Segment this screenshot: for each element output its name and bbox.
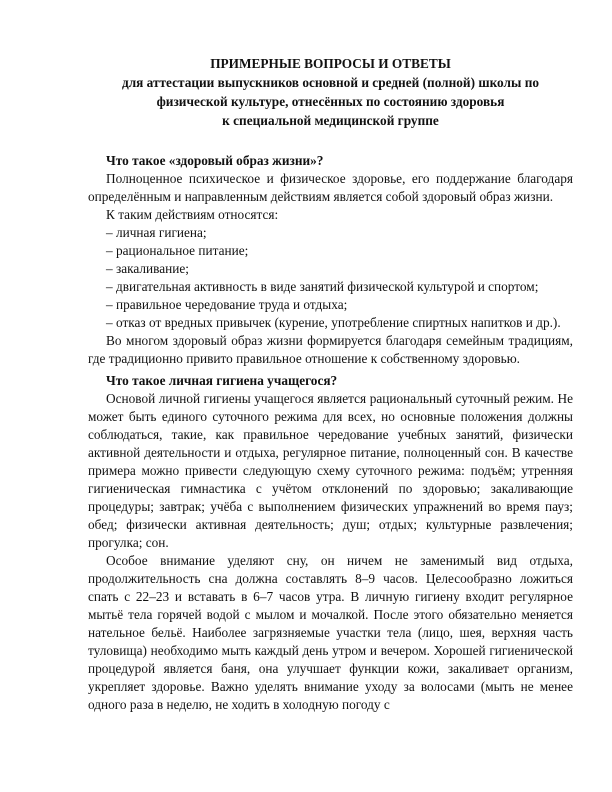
actions-list-lead: К таким действиям относятся: <box>106 207 279 222</box>
list-item: – закаливание; <box>106 261 189 276</box>
list-item: – правильное чередование труда и отдыха; <box>106 297 348 312</box>
document-title: ПРИМЕРНЫЕ ВОПРОСЫ И ОТВЕТЫ <box>210 56 451 71</box>
document-subtitle-line-3: к специальной медицинской группе <box>222 113 439 128</box>
list-item: – личная гигиена; <box>106 225 207 240</box>
list-item: – отказ от вредных привычек (курение, употребление спиртных напитков и др.). <box>106 315 561 330</box>
answer-personal-hygiene-para-2: Особое внимание уделяют сну, он ничем не заменимый вид отдыха, продолжительность сна должна составлять 8–9 часов. Целесообразно ложиться спать с 22–23 и вставать в 6–7 часов утра. В личную гигиену входит регулярное мытьё тела горячей водой с мылом и мочалкой. После этого обязательно меняется нательное бельё. Наиболее загрязняемые участки тела (лицо, шея, верхняя часть туловища) необходимо мыть каждый день утром и вечером. Хорошей гигиенической процедурой является баня, она улучшает функции кожи, закаливает организм, укрепляет здоровье. Важно уделять внимание уходу за волосами (мыть не менее одного раза в неделю, не ходить в холодную погоду с <box>88 553 573 712</box>
answer-healthy-lifestyle-closing: Во многом здоровый образ жизни формируется благодаря семейным традициям, где традиционно привито правильное отношение к собственному здоровью. <box>88 333 573 366</box>
list-item: – двигательная активность в виде занятий физической культурой и спортом; <box>106 279 539 294</box>
question-personal-hygiene: Что такое личная гигиена учащегося? <box>106 373 338 388</box>
question-healthy-lifestyle: Что такое «здоровый образ жизни»? <box>106 153 324 168</box>
list-item: – рациональное питание; <box>106 243 249 258</box>
document-page <box>88 54 573 714</box>
answer-healthy-lifestyle-intro: Полноценное психическое и физическое здоровье, его поддержание благодаря определённым и направленным действиям является собой здоровый образ жизни. <box>88 171 573 204</box>
document-subtitle-line-2: физической культуре, отнесённых по состоянию здоровья <box>156 94 505 109</box>
document-subtitle-line-1: для аттестации выпускников основной и средней (полной) школы по <box>121 75 540 90</box>
answer-personal-hygiene-para-1: Основой личной гигиены учащегося является рациональный суточный режим. Не может быть единого суточного режима для всех, но основные положения должны соблюдаться, такие, как правильное чередование учебных занятий, физически активной деятельности и отдыха, регулярное питание, полноценный сон. В качестве примера можно привести следующую схему суточного режима: подъём; утренняя гигиеническая гимнастика с учётом отклонений по здоровью; закаливающие процедуры; завтрак; учёба с выполнением физических упражнений во время пауз; обед; физически активная деятельность; душ; отдых; культурные развлечения; прогулка; сон. <box>88 391 573 550</box>
